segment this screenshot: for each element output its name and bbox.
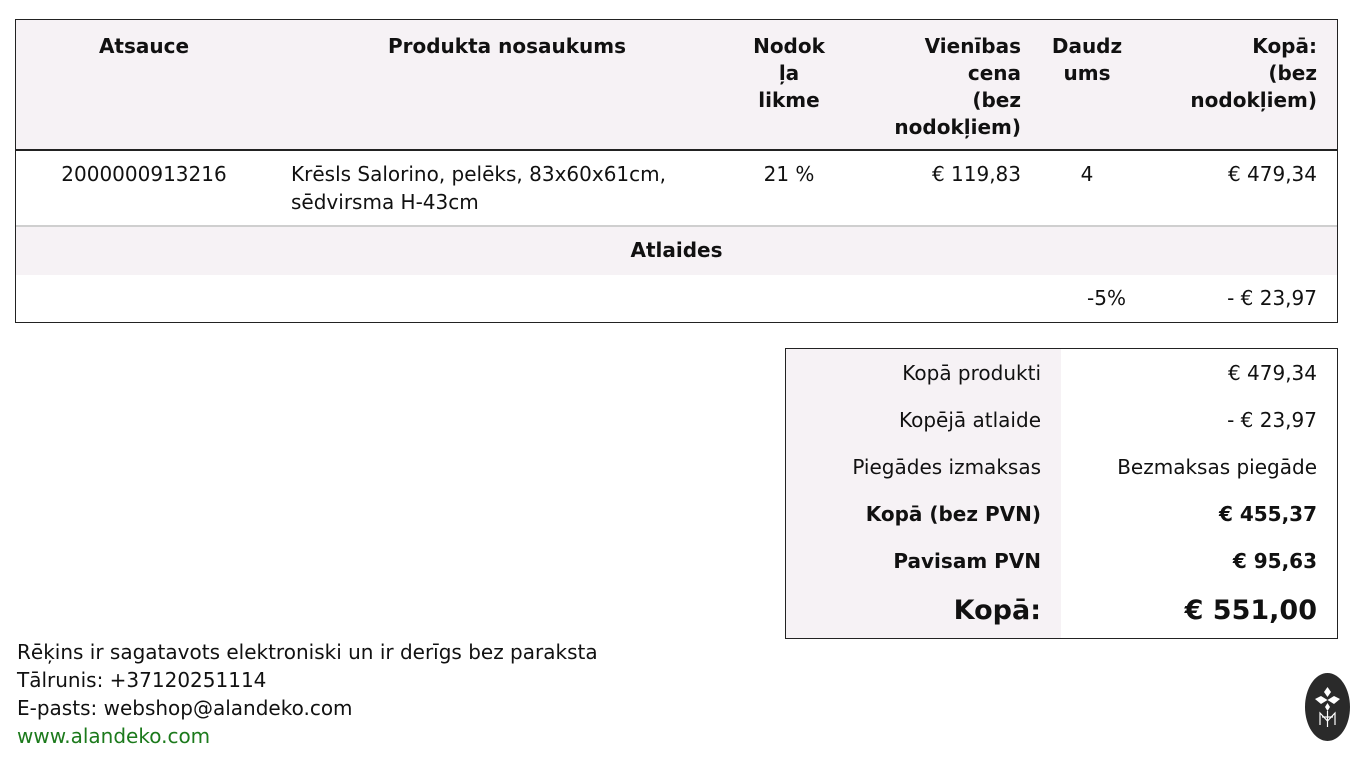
- header-total-line: (bez: [1268, 61, 1317, 85]
- header-unit-price-line: Vienības: [924, 34, 1021, 58]
- header-ref: Atsauce: [98, 34, 190, 58]
- header-tax-rate: [744, 33, 834, 114]
- header-total: [1146, 33, 1317, 114]
- totals-summary: [785, 348, 1338, 639]
- totals-row-vat: [786, 546, 1337, 576]
- header-total-line: nodokļiem): [1190, 88, 1317, 112]
- header-tax-line: ļa: [778, 61, 800, 85]
- header-qty-line: Daudz: [1051, 34, 1123, 58]
- totals-vat-value: € 95,63: [1232, 549, 1317, 573]
- footer-email: E-pasts: webshop@alandeko.com: [17, 696, 353, 720]
- totals-shipping-value: Bezmaksas piegāde: [1117, 455, 1317, 479]
- header-unit-price: [851, 33, 1021, 141]
- header-qty-line: ums: [1063, 61, 1111, 85]
- totals-row-discount: [786, 405, 1337, 435]
- totals-products-label: Kopā produkti: [902, 361, 1041, 385]
- totals-shipping-label: Piegādes izmaksas: [852, 455, 1041, 479]
- totals-discount-value: - € 23,97: [1227, 408, 1317, 432]
- footer-phone: Tālrunis: +37120251114: [17, 668, 267, 692]
- header-total-line: Kopā:: [1252, 34, 1317, 58]
- product-name-line: sēdvirsma H-43cm: [291, 190, 479, 214]
- totals-discount-label: Kopējā atlaide: [899, 408, 1041, 432]
- footer-note: Rēķins ir sagatavots elektroniski un ir derīgs bez paraksta: [17, 640, 598, 664]
- discount-percent: -5%: [1087, 286, 1126, 310]
- header-unit-price-line: nodokļiem): [894, 115, 1021, 139]
- discount-amount: - € 23,97: [1227, 286, 1317, 310]
- totals-grand-value: € 551,00: [1184, 595, 1317, 626]
- header-unit-price-line: cena: [967, 61, 1021, 85]
- logo-mark-icon: [1305, 673, 1350, 741]
- totals-net-value: € 455,37: [1218, 502, 1317, 526]
- totals-net-label: Kopā (bez PVN): [865, 502, 1041, 526]
- products-table: [15, 19, 1338, 323]
- products-table-header: [16, 20, 1337, 151]
- totals-row-net: [786, 499, 1337, 529]
- header-product-name: Produkta nosaukums: [387, 34, 627, 58]
- header-tax-line: likme: [758, 88, 820, 112]
- totals-row-shipping: [786, 452, 1337, 482]
- totals-row-grand: [786, 591, 1337, 631]
- cell-product-name: [291, 160, 736, 216]
- discounts-title: Atlaides: [630, 238, 723, 262]
- cell-tax-rate: 21 %: [763, 162, 815, 186]
- totals-products-value: € 479,34: [1227, 361, 1317, 385]
- cell-quantity: 4: [1080, 162, 1094, 186]
- header-quantity: [1041, 33, 1133, 87]
- totals-vat-label: Pavisam PVN: [893, 549, 1041, 573]
- invoice-footer: [17, 638, 598, 750]
- cell-unit-price: € 119,83: [931, 162, 1021, 186]
- cell-ref: 2000000913216: [61, 162, 227, 186]
- alandeko-logo-icon: [1305, 673, 1350, 741]
- footer-website-link[interactable]: www.alandeko.com: [17, 724, 211, 748]
- header-unit-price-line: (bez: [972, 88, 1021, 112]
- totals-grand-label: Kopā:: [953, 595, 1041, 626]
- totals-row-products: [786, 358, 1337, 388]
- header-tax-line: Nodok: [753, 34, 825, 58]
- product-name-line: Krēsls Salorino, pelēks, 83x60x61cm,: [291, 162, 666, 186]
- cell-total: € 479,34: [1227, 162, 1317, 186]
